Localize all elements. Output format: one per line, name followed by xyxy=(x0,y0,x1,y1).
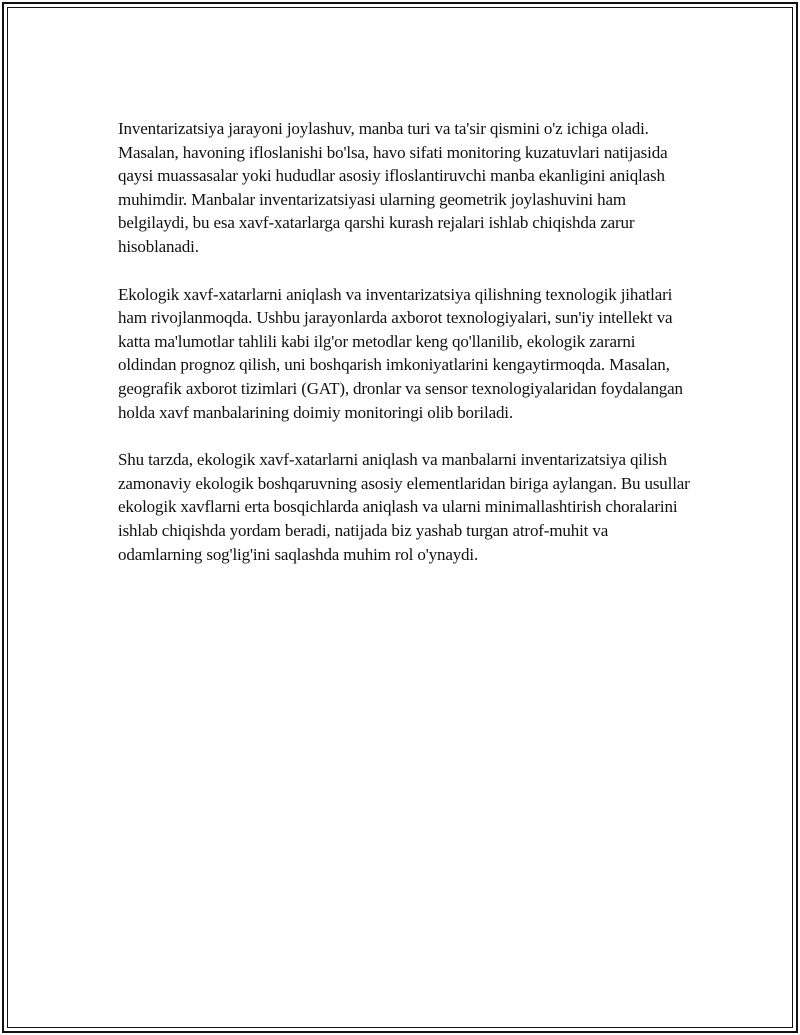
document-body xyxy=(118,117,693,590)
paragraph-inventory-process: Inventarizatsiya jarayoni joylashuv, manba turi va ta'sir qismini o'z ichiga oladi. Masalan, havoning ifloslanishi bo'lsa, havo sifati monitoring kuzatuvlari natijasida qaysi muassasalar yoki hududlar asosiy ifloslantiruvchi manba ekanligini aniqlash muhimdir. Manbalar inventarizatsiyasi ularning geometrik joylashuvini ham belgilaydi, bu esa xavf-xatarlarga qarshi kurash rejalari ishlab chiqishda zarur hisoblanadi. xyxy=(118,119,668,256)
paragraph-conclusion: Shu tarzda, ekologik xavf-xatarlarni aniqlash va manbalarni inventarizatsiya qilish zamonaviy ekologik boshqaruvning asosiy elementlaridan biriga aylangan. Bu usullar ekologik xavflarni erta bosqichlarda aniqlash va ularni minimallashtirish choralarini ishlab chiqishda yordam beradi, natijada biz yashab turgan atrof-muhit va odamlarning sog'lig'ini saqlashda muhim rol o'ynaydi. xyxy=(118,450,690,564)
paragraph-technological-aspects: Ekologik xavf-xatarlarni aniqlash va inventarizatsiya qilishning texnologik jihatlari ham rivojlanmoqda. Ushbu jarayonlarda axborot texnologiyalari, sun'iy intellekt va katta ma'lumotlar tahlili kabi ilg'or metodlar keng qo'llanilib, ekologik zararni oldindan prognoz qilish, uni boshqarish imkoniyatlarini kengaytirmoqda. Masalan, geografik axborot tizimlari (GAT), dronlar va sensor texnologiyalaridan foydalangan holda xavf manbalarining doimiy monitoringi olib boriladi. xyxy=(118,284,683,422)
